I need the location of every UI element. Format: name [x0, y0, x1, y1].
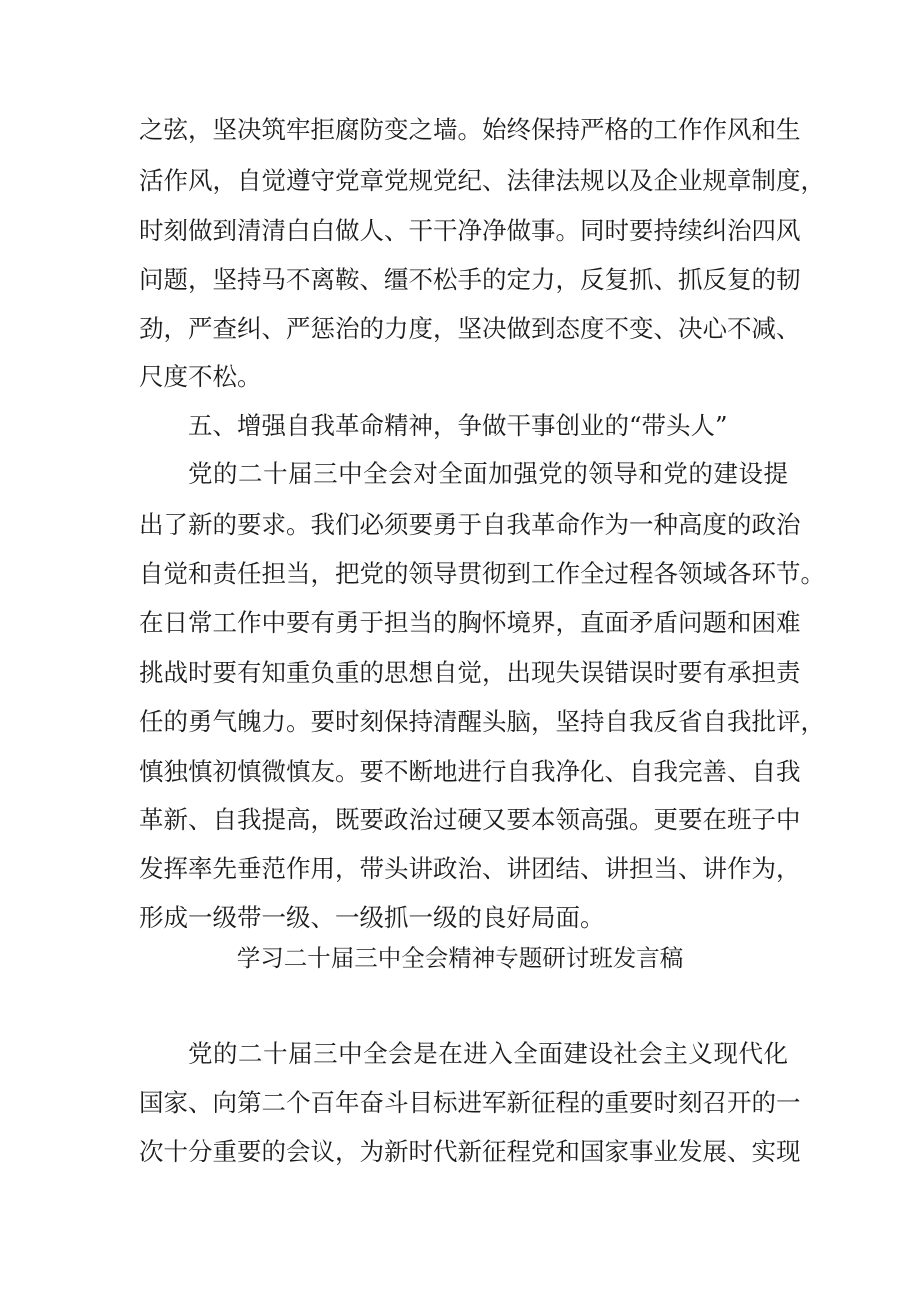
text-line: 慎独慎初慎微慎友。要不断地进行自我净化、自我完善、自我: [139, 757, 801, 786]
text-line: 尺度不松。: [139, 362, 262, 391]
paragraph-first-line: 党的二十届三中全会对全面加强党的领导和党的建设提: [188, 459, 788, 488]
text-line: 革新、自我提高，既要政治过硬又要本领高强。更要在班子中: [139, 805, 801, 834]
section-heading: 五、增强自我革命精神，争做干事创业的“带头人”: [188, 411, 728, 440]
text-line: 次十分重要的会议，为新时代新征程党和国家事业发展、实现: [139, 1137, 801, 1166]
text-line: 挑战时要有知重负重的思想自觉，出现失误错误时要有承担责: [139, 658, 801, 687]
text-line: 出了新的要求。我们必须要勇于自我革命作为一种高度的政治: [139, 510, 801, 539]
text-line: 国家、向第二个百年奋斗目标进军新征程的重要时刻召开的一: [139, 1088, 801, 1117]
text-line: 在日常工作中要有勇于担当的胸怀境界，直面矛盾问题和困难: [139, 608, 801, 637]
text-line: 之弦，坚决筑牢拒腐防变之墙。始终保持严格的工作作风和生: [139, 115, 801, 144]
text-line: 时刻做到清清白白做人、干干净净做事。同时要持续纠治四风: [139, 216, 801, 245]
text-line: 形成一级带一级、一级抓一级的良好局面。: [139, 903, 605, 932]
paragraph-first-line: 党的二十届三中全会是在进入全面建设社会主义现代化: [188, 1039, 788, 1068]
text-line: 劲，严查纠、严惩治的力度，坚决做到态度不变、决心不减、: [139, 314, 801, 343]
text-line: 活作风，自觉遵守党章党规党纪、法律法规以及企业规章制度，: [139, 166, 825, 195]
text-line: 自觉和责任担当，把党的领导贯彻到工作全过程各领域各环节。: [139, 559, 825, 588]
document-title: 学习二十届三中全会精神专题研讨班发言稿: [236, 944, 684, 972]
text-line: 发挥率先垂范作用，带头讲政治、讲团结、讲担当、讲作为，: [139, 854, 801, 883]
text-line: 问题，坚持马不离鞍、缰不松手的定力，反复抓、抓反复的韧: [139, 265, 801, 294]
text-line: 任的勇气魄力。要时刻保持清醒头脑，坚持自我反省自我批评，: [139, 707, 825, 736]
